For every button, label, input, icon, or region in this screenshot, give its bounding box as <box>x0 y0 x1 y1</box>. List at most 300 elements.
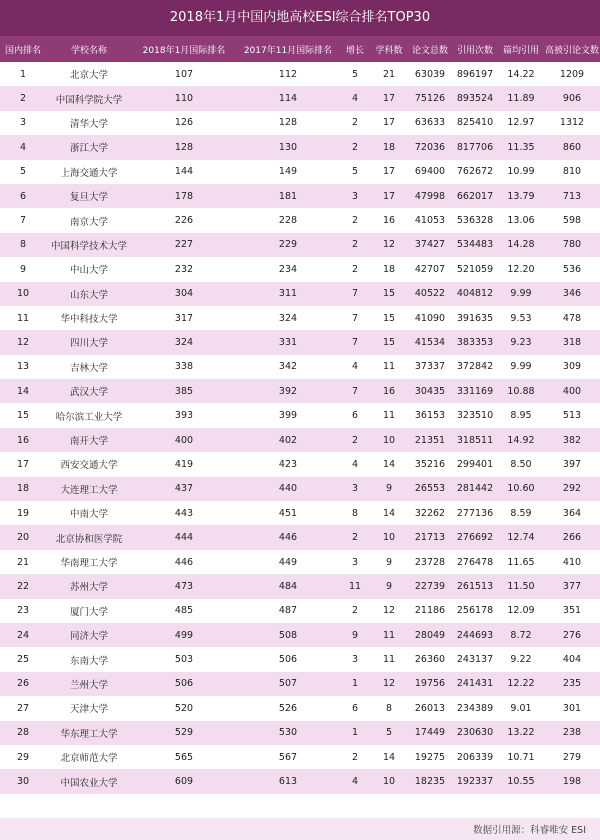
table-cell: 534483 <box>456 239 494 251</box>
table-cell: 400 <box>562 385 582 397</box>
table-cell: 2 <box>351 532 359 544</box>
table-cell: 144 <box>174 166 194 178</box>
table-cell: 11.89 <box>507 93 535 105</box>
table-cell: 311 <box>278 288 298 300</box>
table-cell: 11 <box>382 361 396 373</box>
table-cell: 37337 <box>414 361 446 373</box>
table-cell: 12 <box>382 678 396 690</box>
table-cell: 26013 <box>414 702 446 714</box>
table-cell: 110 <box>174 93 194 105</box>
table-cell: 19275 <box>414 751 446 763</box>
table-cell: 780 <box>562 239 582 251</box>
table-cell: 2 <box>351 751 359 763</box>
table-cell: 9.53 <box>510 312 532 324</box>
table-cell: 10 <box>16 288 30 300</box>
table-row <box>0 501 600 525</box>
table-row <box>0 86 600 110</box>
table-cell: 19 <box>16 507 30 519</box>
table-cell: 507 <box>278 678 298 690</box>
table-cell: 北京大学 <box>69 70 108 82</box>
footer-bar <box>0 818 600 840</box>
table-cell: 8.59 <box>510 507 532 519</box>
table-cell: 中南大学 <box>69 509 108 521</box>
table-row <box>0 111 600 135</box>
table-cell: 192337 <box>456 776 494 788</box>
table-cell: 526 <box>278 702 298 714</box>
table-cell: 12.74 <box>507 532 535 544</box>
table-cell: 485 <box>174 605 194 617</box>
table-cell: 410 <box>562 556 582 568</box>
table-cell: 14 <box>382 458 396 470</box>
table-row <box>0 477 600 501</box>
table-cell: 14 <box>382 751 396 763</box>
table-cell: 26553 <box>414 483 446 495</box>
table-cell: 484 <box>278 580 298 592</box>
table-cell: 10.55 <box>507 776 535 788</box>
table-cell: 12 <box>16 336 30 348</box>
table-cell: 324 <box>174 336 194 348</box>
table-cell: 318 <box>562 336 582 348</box>
table-cell: 530 <box>278 727 298 739</box>
table-cell: 256178 <box>456 605 494 617</box>
table-cell: 446 <box>174 556 194 568</box>
column-header: 引用次数 <box>456 45 493 56</box>
table-cell: 896197 <box>456 68 494 80</box>
table-cell: 山东大学 <box>69 289 108 301</box>
table-cell: 331169 <box>456 385 494 397</box>
table-cell: 15 <box>16 410 30 422</box>
table-cell: 2 <box>351 141 359 153</box>
table-row <box>0 696 600 720</box>
table-cell: 28049 <box>414 629 446 641</box>
table-cell: 404 <box>562 654 582 666</box>
table-row <box>0 428 600 452</box>
table-cell: 21351 <box>414 434 446 446</box>
table-cell: 17 <box>16 458 30 470</box>
table-cell: 762672 <box>456 166 494 178</box>
table-cell: 383353 <box>456 336 494 348</box>
table-cell: 342 <box>278 361 298 373</box>
table-cell: 232 <box>174 263 194 275</box>
table-cell: 武汉大学 <box>69 387 108 399</box>
table-cell: 279 <box>562 751 582 763</box>
table-cell: 5 <box>351 68 359 80</box>
table-cell: 69400 <box>414 166 446 178</box>
table-row <box>0 452 600 476</box>
table-cell: 499 <box>174 629 194 641</box>
table-cell: 兰州大学 <box>69 679 108 691</box>
table-cell: 浙江大学 <box>69 143 108 155</box>
table-row <box>0 721 600 745</box>
table-cell: 230630 <box>456 727 494 739</box>
table-cell: 吉林大学 <box>69 362 108 374</box>
table-cell: 10.88 <box>507 385 535 397</box>
table-row <box>0 282 600 306</box>
table-cell: 128 <box>174 141 194 153</box>
table-cell: 72036 <box>414 141 446 153</box>
table-cell: 443 <box>174 507 194 519</box>
table-cell: 13 <box>16 361 30 373</box>
table-cell: 12.09 <box>507 605 535 617</box>
table-cell: 301 <box>562 702 582 714</box>
table-cell: 402 <box>278 434 298 446</box>
table-cell: 10 <box>382 532 396 544</box>
table-row <box>0 745 600 769</box>
table-cell: 3 <box>351 483 359 495</box>
table-cell: 9.99 <box>510 288 532 300</box>
table-row <box>0 160 600 184</box>
table-cell: 南开大学 <box>69 436 108 448</box>
table-cell: 318511 <box>456 434 494 446</box>
table-cell: 41534 <box>414 336 446 348</box>
table-cell: 292 <box>562 483 582 495</box>
table-cell: 391635 <box>456 312 494 324</box>
table-cell: 15 <box>382 336 396 348</box>
table-cell: 364 <box>562 507 582 519</box>
table-cell: 11 <box>382 629 396 641</box>
table-cell: 404812 <box>456 288 494 300</box>
table-cell: 17449 <box>414 727 446 739</box>
table-cell: 26360 <box>414 654 446 666</box>
table-cell: 14.28 <box>507 239 535 251</box>
table-cell: 126 <box>174 117 194 129</box>
table-cell: 444 <box>174 532 194 544</box>
table-cell: 23 <box>16 605 30 617</box>
table-cell: 11 <box>348 580 362 592</box>
table-cell: 2 <box>351 239 359 251</box>
table-cell: 63633 <box>414 117 446 129</box>
table-cell: 238 <box>562 727 582 739</box>
table-cell: 南京大学 <box>69 216 108 228</box>
table-cell: 2 <box>351 434 359 446</box>
table-cell: 276478 <box>456 556 494 568</box>
table-cell: 上海交通大学 <box>60 167 118 179</box>
table-cell: 372842 <box>456 361 494 373</box>
table-cell: 37427 <box>414 239 446 251</box>
table-cell: 2 <box>351 605 359 617</box>
table-cell: 8 <box>19 239 27 251</box>
table-row <box>0 62 600 86</box>
table-cell: 598 <box>562 215 582 227</box>
table-row <box>0 403 600 427</box>
table-row <box>0 574 600 598</box>
table-cell: 423 <box>278 458 298 470</box>
table-cell: 451 <box>278 507 298 519</box>
table-cell: 2 <box>351 263 359 275</box>
table-cell: 11 <box>382 410 396 422</box>
table-cell: 893524 <box>456 93 494 105</box>
table-row <box>0 135 600 159</box>
table-cell: 299401 <box>456 458 494 470</box>
table-cell: 536 <box>562 263 582 275</box>
table-cell: 323510 <box>456 410 494 422</box>
column-header: 2017年11月国际排名 <box>243 45 333 56</box>
table-cell: 19756 <box>414 678 446 690</box>
table-cell: 11 <box>382 654 396 666</box>
table-cell: 25 <box>16 654 30 666</box>
table-cell: 234389 <box>456 702 494 714</box>
column-header: 学科数 <box>375 45 403 56</box>
table-cell: 18 <box>382 141 396 153</box>
table-cell: 107 <box>174 68 194 80</box>
table-cell: 1312 <box>559 117 585 129</box>
table-cell: 22739 <box>414 580 446 592</box>
table-row <box>0 208 600 232</box>
header-row <box>0 36 600 62</box>
table-cell: 8 <box>351 507 359 519</box>
table-row <box>0 647 600 671</box>
table-cell: 243137 <box>456 654 494 666</box>
table-cell: 7 <box>351 288 359 300</box>
table-cell: 487 <box>278 605 298 617</box>
table-row <box>0 599 600 623</box>
table-row <box>0 672 600 696</box>
table-cell: 12 <box>382 239 396 251</box>
table-cell: 27 <box>16 702 30 714</box>
table-cell: 15 <box>382 288 396 300</box>
table-row <box>0 525 600 549</box>
table-row <box>0 379 600 403</box>
table-cell: 229 <box>278 239 298 251</box>
table-cell: 397 <box>562 458 582 470</box>
table-cell: 565 <box>174 751 194 763</box>
table-cell: 7 <box>351 312 359 324</box>
table-cell: 281442 <box>456 483 494 495</box>
table-row <box>0 769 600 793</box>
table-cell: 12.97 <box>507 117 535 129</box>
table-cell: 2 <box>351 215 359 227</box>
table-cell: 304 <box>174 288 194 300</box>
table-cell: 529 <box>174 727 194 739</box>
table-cell: 266 <box>562 532 582 544</box>
table-cell: 6 <box>351 702 359 714</box>
table-cell: 399 <box>278 410 298 422</box>
table-cell: 哈尔滨工业大学 <box>55 411 123 423</box>
table-cell: 9 <box>351 629 359 641</box>
table-cell: 22 <box>16 580 30 592</box>
table-cell: 20 <box>16 532 30 544</box>
table-cell: 536328 <box>456 215 494 227</box>
table-cell: 清华大学 <box>69 118 108 130</box>
table-cell: 521059 <box>456 263 494 275</box>
table-cell: 8.50 <box>510 458 532 470</box>
table-cell: 9.01 <box>510 702 532 714</box>
table-cell: 377 <box>562 580 582 592</box>
table-cell: 东南大学 <box>69 655 108 667</box>
table-cell: 21186 <box>414 605 446 617</box>
table-cell: 9 <box>385 483 393 495</box>
table-cell: 478 <box>562 312 582 324</box>
table-cell: 15 <box>382 312 396 324</box>
table-cell: 506 <box>174 678 194 690</box>
table-cell: 276 <box>562 629 582 641</box>
table-cell: 178 <box>174 190 194 202</box>
table-cell: 16 <box>16 434 30 446</box>
table-cell: 西安交通大学 <box>60 460 118 472</box>
column-header: 篇均引用 <box>502 45 539 56</box>
table-cell: 2 <box>351 117 359 129</box>
ranking-table <box>0 36 600 794</box>
table-cell: 228 <box>278 215 298 227</box>
table-cell: 7 <box>351 336 359 348</box>
table-cell: 810 <box>562 166 582 178</box>
table-cell: 662017 <box>456 190 494 202</box>
table-row <box>0 184 600 208</box>
table-cell: 11.50 <box>507 580 535 592</box>
table-cell: 11.35 <box>507 141 535 153</box>
table-cell: 4 <box>351 93 359 105</box>
table-cell: 14 <box>16 385 30 397</box>
table-cell: 中国科学技术大学 <box>50 240 127 252</box>
table-cell: 北京协和医学院 <box>55 533 123 545</box>
table-cell: 天津大学 <box>69 704 108 716</box>
table-cell: 446 <box>278 532 298 544</box>
table-cell: 1 <box>19 68 27 80</box>
column-header: 增长 <box>345 45 364 56</box>
table-cell: 338 <box>174 361 194 373</box>
table-cell: 825410 <box>456 117 494 129</box>
table-cell: 8.72 <box>510 629 532 641</box>
table-cell: 10.60 <box>507 483 535 495</box>
table-cell: 276692 <box>456 532 494 544</box>
table-cell: 32262 <box>414 507 446 519</box>
table-cell: 234 <box>278 263 298 275</box>
table-cell: 244693 <box>456 629 494 641</box>
table-cell: 4 <box>351 361 359 373</box>
table-cell: 中山大学 <box>69 265 108 277</box>
table-cell: 567 <box>278 751 298 763</box>
table-cell: 13.22 <box>507 727 535 739</box>
table-cell: 18235 <box>414 776 446 788</box>
table-cell: 厦门大学 <box>69 606 108 618</box>
table-cell: 860 <box>562 141 582 153</box>
table-cell: 9.99 <box>510 361 532 373</box>
table-cell: 9.23 <box>510 336 532 348</box>
table-cell: 3 <box>351 190 359 202</box>
table-row <box>0 306 600 330</box>
column-header: 2018年1月国际排名 <box>142 45 226 56</box>
table-cell: 21 <box>382 68 396 80</box>
table-cell: 12 <box>382 605 396 617</box>
table-cell: 12.20 <box>507 263 535 275</box>
table-cell: 10.99 <box>507 166 535 178</box>
table-cell: 6 <box>351 410 359 422</box>
table-cell: 309 <box>562 361 582 373</box>
table-cell: 同济大学 <box>69 631 108 643</box>
table-cell: 41053 <box>414 215 446 227</box>
table-cell: 206339 <box>456 751 494 763</box>
table-cell: 400 <box>174 434 194 446</box>
table-cell: 3 <box>19 117 27 129</box>
table-cell: 198 <box>562 776 582 788</box>
table-cell: 大连理工大学 <box>60 484 118 496</box>
table-cell: 30435 <box>414 385 446 397</box>
table-cell: 382 <box>562 434 582 446</box>
table-cell: 18 <box>382 263 396 275</box>
table-cell: 393 <box>174 410 194 422</box>
table-cell: 241431 <box>456 678 494 690</box>
table-cell: 226 <box>174 215 194 227</box>
table-cell: 中国科学院大学 <box>55 94 123 106</box>
table-cell: 324 <box>278 312 298 324</box>
table-cell: 392 <box>278 385 298 397</box>
table-cell: 1 <box>351 678 359 690</box>
table-cell: 506 <box>278 654 298 666</box>
table-cell: 513 <box>562 410 582 422</box>
table-cell: 北京师范大学 <box>60 753 118 765</box>
table-cell: 29 <box>16 751 30 763</box>
table-row <box>0 355 600 379</box>
table-cell: 181 <box>278 190 298 202</box>
table-cell: 4 <box>351 776 359 788</box>
table-cell: 10 <box>382 434 396 446</box>
table-cell: 385 <box>174 385 194 397</box>
table-cell: 17 <box>382 190 396 202</box>
table-cell: 449 <box>278 556 298 568</box>
table-cell: 16 <box>382 215 396 227</box>
table-cell: 112 <box>278 68 298 80</box>
table-cell: 华南理工大学 <box>60 558 118 569</box>
table-cell: 149 <box>278 166 298 178</box>
table-cell: 9 <box>19 263 27 275</box>
table-cell: 21 <box>16 556 30 568</box>
table-cell: 12.22 <box>507 678 535 690</box>
table-cell: 63039 <box>414 68 446 80</box>
table-cell: 713 <box>562 190 582 202</box>
table-cell: 261513 <box>456 580 494 592</box>
table-cell: 473 <box>174 580 194 592</box>
table-cell: 4 <box>351 458 359 470</box>
table-cell: 1 <box>351 727 359 739</box>
table-cell: 8.95 <box>510 410 532 422</box>
table-cell: 复旦大学 <box>69 192 108 204</box>
table-cell: 227 <box>174 239 194 251</box>
table-cell: 42707 <box>414 263 446 275</box>
table-cell: 4 <box>19 141 27 153</box>
table-cell: 351 <box>562 605 582 617</box>
table-row <box>0 623 600 647</box>
table-cell: 苏州大学 <box>69 582 108 594</box>
table-cell: 5 <box>385 727 393 739</box>
table-cell: 40522 <box>414 288 446 300</box>
table-cell: 9.22 <box>510 654 532 666</box>
table-cell: 17 <box>382 117 396 129</box>
table-cell: 613 <box>278 776 298 788</box>
table-cell: 346 <box>562 288 582 300</box>
table-cell: 440 <box>278 483 298 495</box>
table-cell: 2 <box>19 93 27 105</box>
table-row <box>0 233 600 257</box>
column-header: 学校名称 <box>70 45 107 56</box>
table-cell: 503 <box>174 654 194 666</box>
table-cell: 10.71 <box>507 751 535 763</box>
table-body <box>0 62 600 794</box>
table-cell: 5 <box>19 166 27 178</box>
table-cell: 1209 <box>559 68 585 80</box>
table-cell: 13.79 <box>507 190 535 202</box>
table-cell: 18 <box>16 483 30 495</box>
table-cell: 609 <box>174 776 194 788</box>
table-cell: 3 <box>351 654 359 666</box>
table-cell: 41090 <box>414 312 446 324</box>
column-header: 高被引论文数 <box>544 45 599 56</box>
table-cell: 华中科技大学 <box>60 314 118 326</box>
table-cell: 10 <box>382 776 396 788</box>
table-cell: 16 <box>382 385 396 397</box>
column-header: 论文总数 <box>411 45 448 56</box>
table-cell: 419 <box>174 458 194 470</box>
table-cell: 235 <box>562 678 582 690</box>
